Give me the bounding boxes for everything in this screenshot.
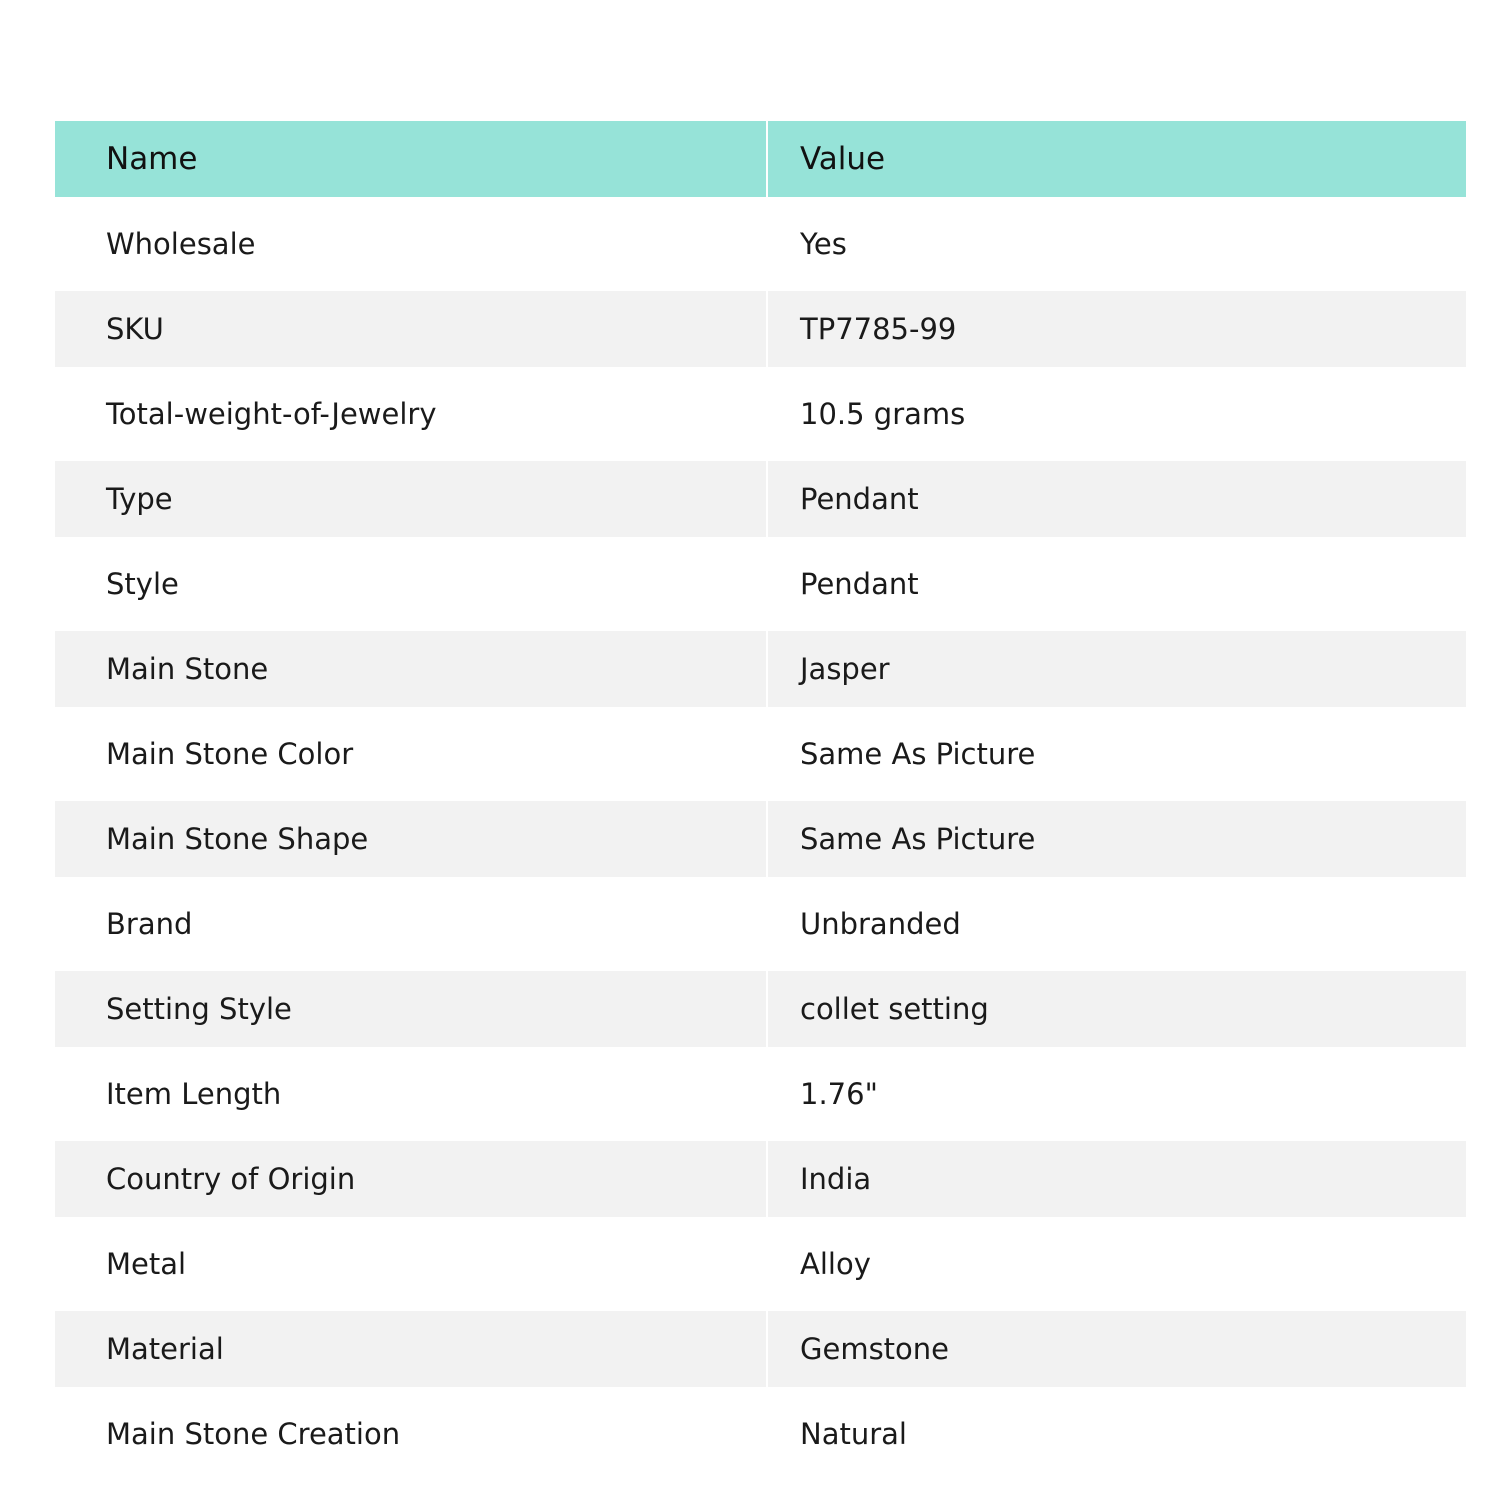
row-value-cell: Natural [768,1387,1466,1481]
row-value-cell: TP7785-99 [768,291,1466,367]
row-name-cell: Main Stone Color [55,707,766,801]
table-row [55,971,1466,1047]
row-name-cell: Total-weight-of-Jewelry [55,367,766,461]
table-row [55,631,1466,707]
table-row [55,367,1466,461]
row-value-cell: Pendant [768,537,1466,631]
row-value-cell: Jasper [768,631,1466,707]
row-value-cell: Yes [768,197,1466,291]
table-row [55,197,1466,291]
row-name-cell: Material [55,1311,766,1387]
table-row [55,537,1466,631]
row-value-cell: Same As Picture [768,707,1466,801]
row-name-cell: Main Stone Creation [55,1387,766,1481]
table-row [55,1311,1466,1387]
table-row [55,1141,1466,1217]
row-name-cell: SKU [55,291,766,367]
row-value-cell: Unbranded [768,877,1466,971]
spec-table [55,121,1466,1481]
table-row [55,877,1466,971]
row-value-cell: Gemstone [768,1311,1466,1387]
row-value-cell: 1.76" [768,1047,1466,1141]
row-value-cell: India [768,1141,1466,1217]
row-name-cell: Country of Origin [55,1141,766,1217]
table-row [55,801,1466,877]
table-row [55,1217,1466,1311]
header-value-cell: Value [768,121,1466,197]
table-header-row [55,121,1466,197]
row-name-cell: Wholesale [55,197,766,291]
row-name-cell: Type [55,461,766,537]
row-name-cell: Brand [55,877,766,971]
table-row [55,291,1466,367]
row-name-cell: Metal [55,1217,766,1311]
row-value-cell: 10.5 grams [768,367,1466,461]
row-value-cell: Alloy [768,1217,1466,1311]
table-body [55,197,1466,1481]
table-row [55,707,1466,801]
header-name-cell: Name [55,121,766,197]
row-value-cell: collet setting [768,971,1466,1047]
table-row [55,1047,1466,1141]
table-row [55,1387,1466,1481]
row-name-cell: Main Stone Shape [55,801,766,877]
row-value-cell: Pendant [768,461,1466,537]
row-name-cell: Main Stone [55,631,766,707]
row-value-cell: Same As Picture [768,801,1466,877]
row-name-cell: Item Length [55,1047,766,1141]
table-row [55,461,1466,537]
row-name-cell: Setting Style [55,971,766,1047]
row-name-cell: Style [55,537,766,631]
